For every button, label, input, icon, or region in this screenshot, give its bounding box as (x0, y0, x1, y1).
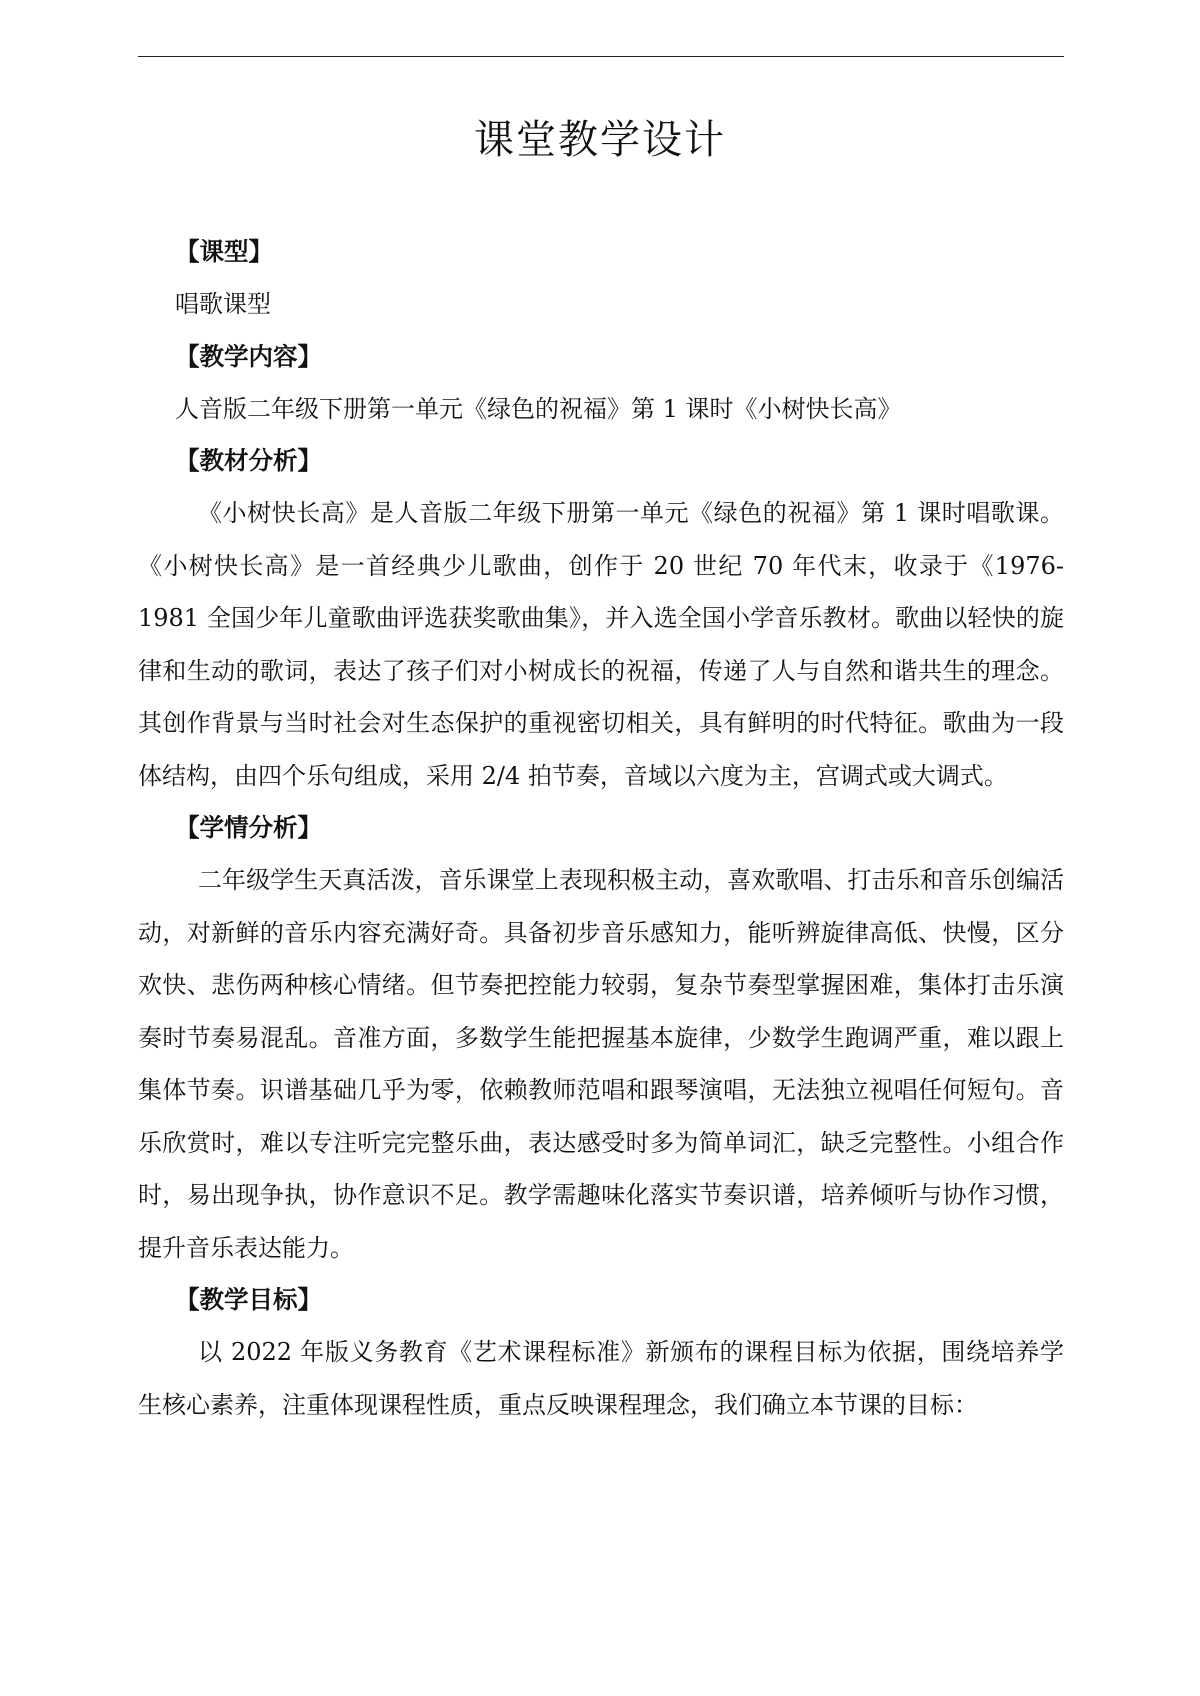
section-teaching-content (138, 331, 1064, 436)
section-teaching-goals (138, 1274, 1064, 1431)
section-text: 二年级学生天真活泼，音乐课堂上表现积极主动，喜欢歌唱、打击乐和音乐创编活动，对新鲜的音乐内容充满好奇。具备初步音乐感知力，能听辨旋律高低、快慢，区分欢快、悲伤两种核心情绪。但节奏把控能力较弱，复杂节奏型掌握困难，集体打击乐演奏时节奏易混乱。音准方面，多数学生能把握基本旋律，少数学生跑调严重，难以跟上集体节奏。识谱基础几乎为零，依赖教师范唱和跟琴演唱，无法独立视唱任何短句。音乐欣赏时，难以专注听完完整乐曲，表达感受时多为简单词汇，缺乏完整性。小组合作时，易出现争执，协作意识不足。教学需趣味化落实节奏识谱，培养倾听与协作习惯，提升音乐表达能力。 (138, 866, 1064, 1262)
section-text: 唱歌课型 (175, 290, 271, 318)
header-rule (138, 56, 1064, 57)
document-body (138, 226, 1064, 1431)
section-heading: 【课型】 (175, 237, 273, 266)
section-student-analysis (138, 802, 1064, 1274)
section-heading: 【教材分析】 (175, 446, 322, 475)
section-heading: 【学情分析】 (175, 813, 322, 842)
section-text: 以 2022 年版义务教育《艺术课程标准》新颁布的课程目标为依据，围绕培养学生核心素养，注重体现课程性质，重点反映课程理念，我们确立本节课的目标： (138, 1338, 1064, 1419)
section-text: 《小树快长高》是人音版二年级下册第一单元《绿色的祝福》第 1 课时唱歌课。《小树快长高》是一首经典少儿歌曲，创作于 20 世纪 70 年代末，收录于《1976-1981 全国少年儿童歌曲评选获奖歌曲集》，并入选全国小学音乐教材。歌曲以轻快的旋律和生动的歌词，表达了孩子们对小树成长的祝福，传递了人与自然和谐共生的理念。其创作背景与当时社会对生态保护的重视密切相关，具有鲜明的时代特征。歌曲为一段体结构，由四个乐句组成，采用 2/4 拍节奏，音域以六度为主，宫调式或大调式。 (138, 499, 1064, 790)
section-text: 人音版二年级下册第一单元《绿色的祝福》第 1 课时《小树快长高》 (175, 394, 902, 423)
section-heading: 【教学内容】 (175, 341, 322, 371)
section-material-analysis (138, 435, 1064, 802)
page-title: 课堂教学设计 (474, 117, 726, 163)
section-heading: 【教学目标】 (175, 1285, 322, 1314)
section-lesson-type (138, 226, 1064, 331)
